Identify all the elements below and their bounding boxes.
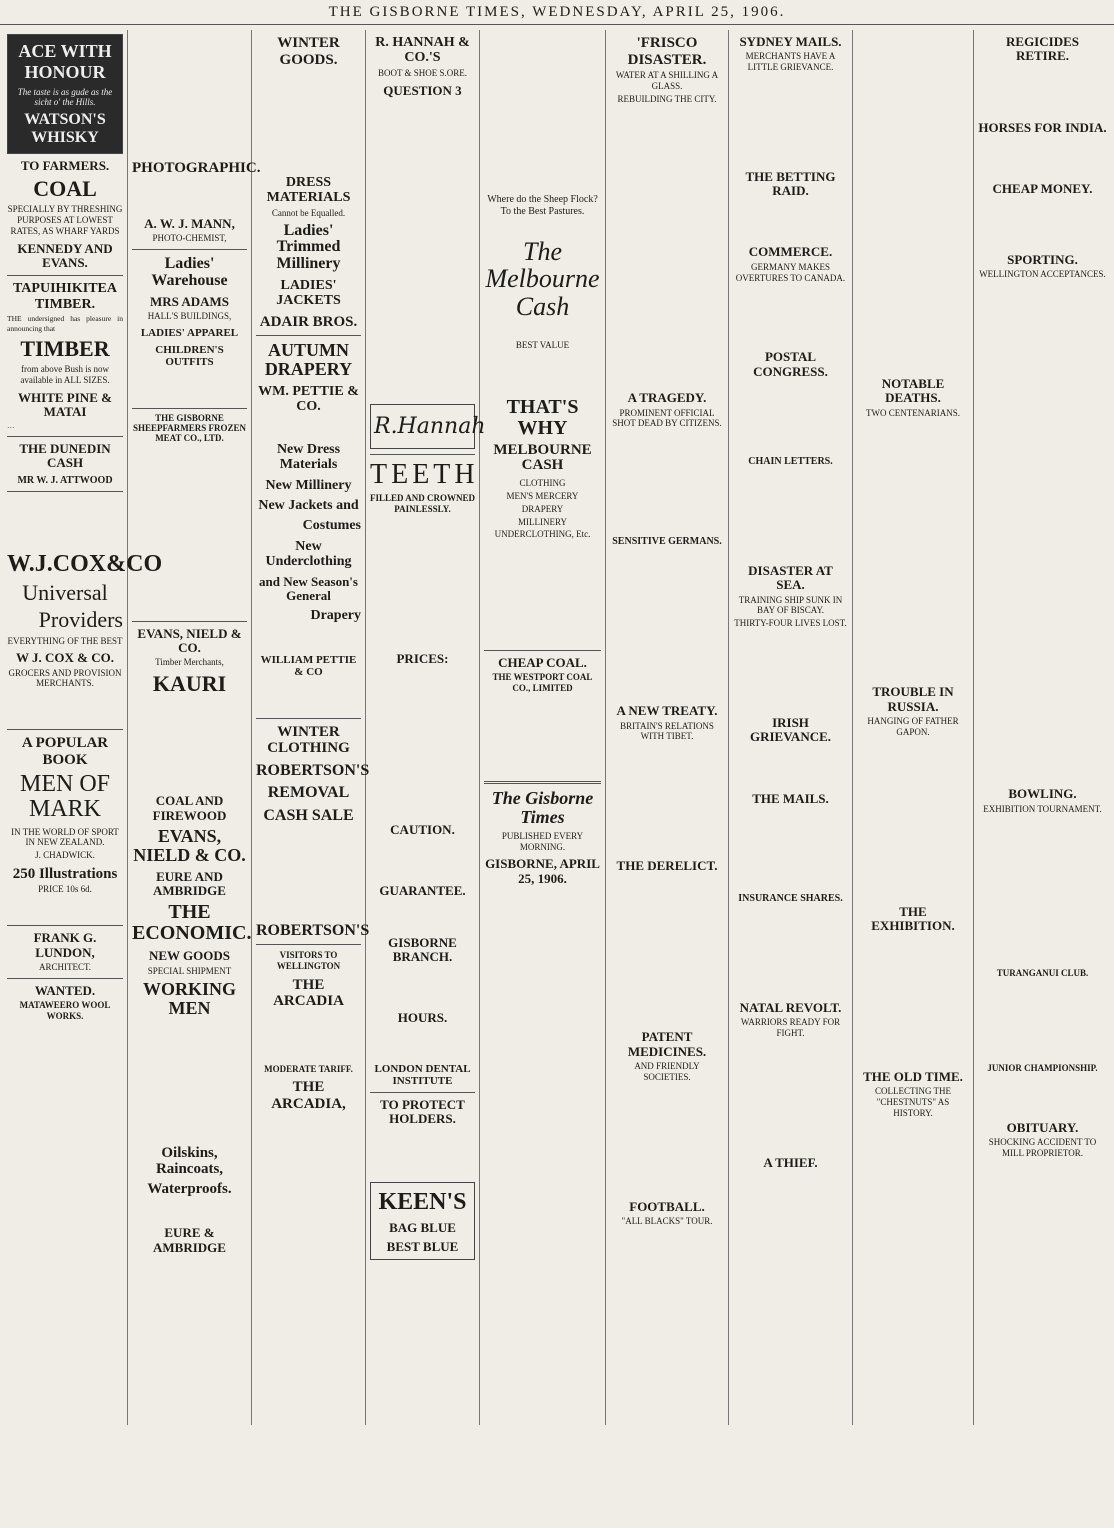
chadwick: J. CHADWICK. [35, 850, 95, 861]
trouble-russia: TROUBLE IN RUSSIA. [872, 684, 954, 714]
germans-body [610, 549, 724, 699]
cox2: W J. COX & CO. [16, 650, 114, 666]
issue-date: GISBORNE, APRIL 25, 1906. [485, 856, 600, 886]
new-goods: NEW GOODS [148, 948, 231, 964]
ad-whisky: WATSON'S WHISKY [24, 111, 106, 146]
hours: HOURS. [397, 1010, 448, 1026]
robertsons-2: ROBERTSON'S [256, 921, 370, 939]
russia-body [857, 740, 969, 900]
tragedy-body [610, 431, 724, 531]
acceptances-body [978, 282, 1107, 782]
exhibition8: THE EXHIBITION. [871, 903, 955, 933]
money-body [978, 198, 1107, 248]
best-body [484, 353, 601, 393]
oilskins: Oilskins, Raincoats, [155, 1145, 224, 1177]
working-men: WORKING MEN [142, 979, 236, 1019]
price: PRICE 10s 6d. [38, 884, 92, 895]
water-glass: WATER AT A SHILLING A GLASS. [615, 70, 719, 91]
keens: KEEN'S [378, 1189, 467, 1216]
cannot-equalled: Cannot be Equalled. [271, 207, 346, 218]
mrs-adams: MRS ADAMS [149, 293, 230, 309]
ad-taste: The taste is as gude as the sicht o' the Hills. [17, 87, 113, 107]
clothing: CLOTHING [519, 478, 566, 489]
hanging-gapon: HANGING OF FATHER GAPON. [867, 715, 959, 737]
protect-holders: TO PROTECT HOLDERS. [380, 1096, 465, 1127]
britain-tibet: BRITAIN'S RELATIONS WITH TIBET. [620, 720, 714, 742]
ad-ace: ACE WITH HONOUR [18, 41, 112, 82]
removal-body [256, 827, 361, 917]
frank-lundon: FRANK G. LUNDON, [33, 930, 97, 960]
shot-dead: PROMINENT OFFICIAL SHOT DEAD BY CITIZENS. [612, 407, 722, 429]
providers: Providers [38, 607, 123, 633]
turanganui-body [978, 981, 1107, 1061]
coal-firewood: COAL AND FIREWOOD [152, 793, 227, 823]
universal: Universal [22, 580, 108, 606]
disaster-body [733, 631, 848, 711]
cash-sale: CASH SALE [263, 806, 354, 824]
taputihikitea: TAPUIHIKITEA TIMBER. [13, 281, 117, 312]
ladies-apparel: LADIES' APPAREL [140, 326, 239, 339]
hannah-sig-box [370, 404, 486, 449]
grocers: GROCERS AND PROVISION MERCHANTS. [8, 667, 122, 689]
coal-body [484, 696, 601, 776]
disaster-at-sea: DISASTER AT SEA. [748, 562, 833, 593]
melbourne-cash-script: The Melbourne Cash [485, 237, 600, 321]
world-sport: IN THE WORLD OF SPORT IN NEW ZEALAND. [11, 826, 119, 848]
hannah: R. HANNAH & CO.'S [375, 35, 470, 66]
william-pettie: WILLIAM PETTIE & CO [260, 653, 357, 678]
irish-grievance: IRISH GRIEVANCE. [749, 714, 832, 745]
junior-body [978, 1076, 1107, 1116]
winter-body [256, 70, 361, 170]
question: QUESTION 3 [383, 82, 462, 98]
timber-body: from above Bush is now available in ALL SIZES. [20, 364, 110, 385]
chain-letters: CHAIN LETTERS. [748, 455, 833, 467]
postal-congress: POSTAL CONGRESS. [753, 349, 828, 379]
visitors-wellington: VISITORS TO WELLINGTON [276, 950, 341, 971]
millinery5: MILLINERY [518, 516, 567, 527]
mails-body [733, 808, 848, 888]
eure-ambridge-2: EURE & AMBRIDGE [153, 1225, 226, 1255]
new-millinery: New Millinery [265, 477, 352, 493]
oilskins-body [132, 1201, 247, 1221]
watsons-ad [7, 34, 123, 154]
seasons-general: and New Season's General [259, 573, 358, 603]
dental-institute: LONDON DENTAL INSTITUTE [374, 1062, 471, 1087]
sporting: SPORTING. [1007, 252, 1078, 268]
football: FOOTBALL. [629, 1198, 705, 1214]
betting-raid: THE BETTING RAID. [745, 168, 836, 199]
sheepfarmers-body [132, 446, 247, 616]
boot-store: BOOT & SHOE S.ORE. [377, 67, 468, 78]
timber-merchants: Timber Merchants, [155, 657, 224, 668]
dunedin-cash: THE DUNEDIN CASH [19, 440, 111, 470]
derelict-body [610, 875, 724, 1025]
teeth-body [370, 517, 475, 647]
column-9 [974, 30, 1111, 1425]
exhibition-body [857, 935, 969, 1065]
masthead: THE GISBORNE TIMES, WEDNESDAY, APRIL 25, 1906. [0, 0, 1114, 25]
sydney-body [733, 75, 848, 165]
hannah-signature: R.Hannah [374, 413, 486, 439]
editorial-body [484, 888, 601, 1528]
coal-heading: COAL [33, 176, 97, 202]
coal-sub: SPECIALLY BY THRESHING PURPOSES AT LOWEST RATES, AS WHARF YARDS [7, 204, 123, 236]
prices: PRICES: [396, 650, 449, 666]
frisco-disaster: 'FRISCO DISASTER. [627, 35, 707, 68]
ladies-jackets: LADIES' JACKETS [276, 277, 341, 309]
cheap-money: CHEAP MONEY. [992, 180, 1093, 196]
autumn-drapery: AUTUMN DRAPERY [264, 340, 353, 380]
obituary: OBITUARY. [1006, 1119, 1079, 1135]
westport-coal: THE WESTPORT COAL CO., LIMITED [492, 672, 593, 694]
bowling-body [978, 816, 1107, 966]
branch-body [370, 966, 475, 1006]
caution-body [370, 839, 475, 879]
column-1 [3, 30, 163, 1425]
junior: JUNIOR CHAMPIONSHIP. [987, 1063, 1098, 1074]
teeth: TEETH [370, 458, 479, 490]
thats-why: THAT'S WHY [506, 395, 579, 439]
natal-revolt: NATAL REVOLT. [739, 999, 842, 1015]
bowling: BOWLING. [1008, 786, 1077, 802]
column-8 [853, 30, 974, 1425]
pettie-body [256, 417, 361, 437]
winter-clothing: WINTER CLOTHING [267, 723, 350, 757]
mercery: MEN'S MERCERY [506, 490, 579, 501]
col8-body-top [857, 32, 969, 372]
winter-goods: WINTER GOODS. [277, 35, 340, 68]
caution: CAUTION. [390, 822, 455, 838]
keens-ad [370, 1182, 475, 1260]
patent-medicines: PATENT MEDICINES. [627, 1029, 707, 1059]
friendly-societies: AND FRIENDLY SOCIETIES. [634, 1061, 700, 1082]
dress-materials: DRESS MATERIALS [266, 175, 351, 206]
horses-india: HORSES FOR INDIA. [978, 119, 1107, 135]
chain-body [733, 469, 848, 559]
childrens-outfits: CHILDREN'S OUTFITS [155, 343, 224, 369]
robertsons: ROBERTSON'S [256, 761, 370, 779]
popular-book: A POPULAR BOOK [21, 735, 109, 768]
frisco-body [610, 106, 724, 386]
evans-nield-2: EVANS, NIELD & CO. [133, 825, 246, 865]
germany-canada: GERMANY MAKES OVERTURES TO CANADA. [735, 261, 846, 283]
column-5 [480, 30, 606, 1425]
photo-chemist: PHOTO-CHEMIST, [152, 232, 227, 243]
moderate-tariff: MODERATE TARIFF. [264, 1063, 353, 1074]
tragedy: A TRAGEDY. [627, 390, 707, 406]
shocking: SHOCKING ACCIDENT TO MILL PROPRIETOR. [988, 1137, 1097, 1159]
painless: FILLED AND CROWNED PAINLESSLY. [370, 493, 476, 515]
protect-body [370, 1128, 475, 1178]
sensitive-germans: SENSITIVE GERMANS. [612, 536, 722, 548]
betting-body [733, 200, 848, 240]
best-blue: BEST BLUE [386, 1238, 459, 1254]
postal-body [733, 381, 848, 451]
arcadia-2: THE ARCADIA, [271, 1079, 346, 1112]
insurance-shares: INSURANCE SHARES. [738, 892, 843, 904]
adair-bros: ADAIR BROS. [259, 313, 358, 330]
bag-blue: BAG BLUE [389, 1219, 456, 1235]
old-time: THE OLD TIME. [863, 1069, 963, 1085]
wool-news [484, 32, 601, 192]
eure-ambridge: EURE AND AMBRIDGE [153, 868, 226, 898]
gisborne-branch: GISBORNE BRANCH. [388, 934, 457, 965]
biscay: TRAINING SHIP SUNK IN BAY OF BISCAY. [738, 594, 843, 616]
kennedy-evans: KENNEDY AND EVANS. [17, 240, 113, 271]
wanted: WANTED. [34, 982, 96, 998]
costumes: Costumes [302, 518, 361, 534]
attwood: MR W. J. ATTWOOD [17, 475, 113, 487]
timber-heading: TIMBER [20, 335, 110, 361]
treaty-body [610, 744, 724, 854]
patent-body [610, 1085, 724, 1195]
working-body [132, 1022, 247, 1142]
chestnuts: COLLECTING THE "CHESTNUTS" AS HISTORY. [874, 1086, 952, 1119]
exhibition-tournament: EXHIBITION TOURNAMENT. [983, 803, 1102, 814]
arcadia-body [256, 1012, 361, 1062]
halls-buildings: HALL'S BUILDINGS, [147, 311, 232, 322]
best-value: BEST VALUE [515, 339, 570, 350]
cheap-coal: CHEAP COAL. [498, 655, 587, 671]
regicides: REGICIDES RETIRE. [1006, 34, 1079, 64]
deaths-body [857, 420, 969, 680]
everything: EVERYTHING OF THE BEST [7, 635, 123, 646]
architect: ARCHITECT. [38, 961, 92, 972]
column-2 [128, 30, 261, 1425]
drapery5: DRAPERY [521, 503, 564, 514]
warriors: WARRIORS READY FOR FIGHT. [740, 1017, 841, 1038]
regicides-body [978, 66, 1107, 116]
acceptances: WELLINGTON ACCEPTANCES. [979, 269, 1106, 280]
notable-deaths: NOTABLE DEATHS. [881, 376, 945, 406]
special-shipment: SPECIAL SHIPMENT [147, 965, 232, 976]
removal: REMOVAL [267, 784, 350, 802]
arcadia: THE ARCADIA [273, 976, 344, 1010]
timber-intro: THE undersigned has pleasure in announcing that [7, 314, 123, 333]
question-body [370, 100, 475, 400]
white-pine: WHITE PINE & MATAI [18, 389, 112, 419]
new-dress: New Dress Materials [276, 441, 341, 473]
guarantee: GUARANTEE. [379, 883, 466, 899]
mann: A. W. J. MANN, [144, 215, 235, 231]
thief: A THIEF. [763, 1154, 818, 1170]
kauri-body [132, 699, 247, 789]
drapery: Drapery [310, 608, 361, 624]
all-blacks: "ALL BLACKS" TOUR. [621, 1215, 713, 1226]
melbourne-cash: MELBOURNE CASH [493, 441, 592, 474]
every-morning: PUBLISHED EVERY MORNING. [501, 830, 584, 852]
farmers-heading: TO FARMERS. [20, 158, 110, 173]
turanganui: TURANGANUI CLUB. [996, 968, 1089, 979]
photographic: PHOTOGRAPHIC. [132, 160, 261, 176]
lives-lost: THIRTY-FOUR LIVES LOST. [734, 618, 847, 629]
column-3 [252, 30, 370, 1425]
filler-text: … [7, 421, 15, 431]
gisborne-times-title: The Gisborne Times [491, 788, 594, 827]
grievance: MERCHANTS HAVE A LITTLE GRIEVANCE. [745, 51, 836, 73]
waterproofs: Waterproofs. [147, 1180, 232, 1197]
new-underclothing: New Underclothing [265, 538, 352, 570]
sydney-mails: SYDNEY MAILS. [739, 34, 842, 49]
rebuilding: REBUILDING THE CITY. [617, 93, 717, 104]
commerce: COMMERCE. [748, 244, 833, 260]
derelict: THE DERELICT. [616, 858, 718, 874]
new-jackets: New Jackets and [258, 497, 359, 513]
hours-body [370, 1028, 475, 1058]
kauri: KAURI [152, 671, 227, 697]
cox-logo: W.J.COX&CO [7, 551, 163, 578]
economic: THE ECONOMIC. [132, 901, 252, 945]
centenarians: TWO CENTENARIANS. [866, 407, 960, 418]
illustrations: 250 Illustrations [12, 865, 118, 882]
sheepfarmers: THE GISBORNE SHEEPFARMERS FROZEN MEAT CO., LTD. [132, 413, 247, 443]
column-4 [366, 30, 486, 1425]
wm-pettie: WM. PETTIE & CO. [258, 384, 359, 415]
prices-body [370, 668, 475, 818]
commerce-body [733, 285, 848, 345]
underclothing5: UNDERCLOTHING, Etc. [494, 529, 591, 540]
sheep-flock: Where do the Sheep Flock? To the Best Pastures. [487, 194, 598, 217]
evans-nield: EVANS, NIELD & CO. [137, 625, 242, 656]
insurance-body [733, 906, 848, 996]
ladies-warehouse: Ladies' Warehouse [151, 254, 228, 290]
column-6 [606, 30, 729, 1425]
horses-body [978, 137, 1107, 177]
column-7 [729, 30, 853, 1425]
new-treaty: A NEW TREATY. [616, 703, 718, 719]
ladies-millinery: Ladies' Trimmed Millinery [276, 221, 341, 273]
mataweero: MATAWEERO WOOL WORKS. [19, 999, 111, 1021]
irish-body [733, 747, 848, 787]
the-mails: THE MAILS. [752, 790, 829, 806]
men-of-mark: MEN OF MARK [19, 771, 110, 823]
guarantee-body [370, 901, 475, 931]
natal-body [733, 1041, 848, 1151]
